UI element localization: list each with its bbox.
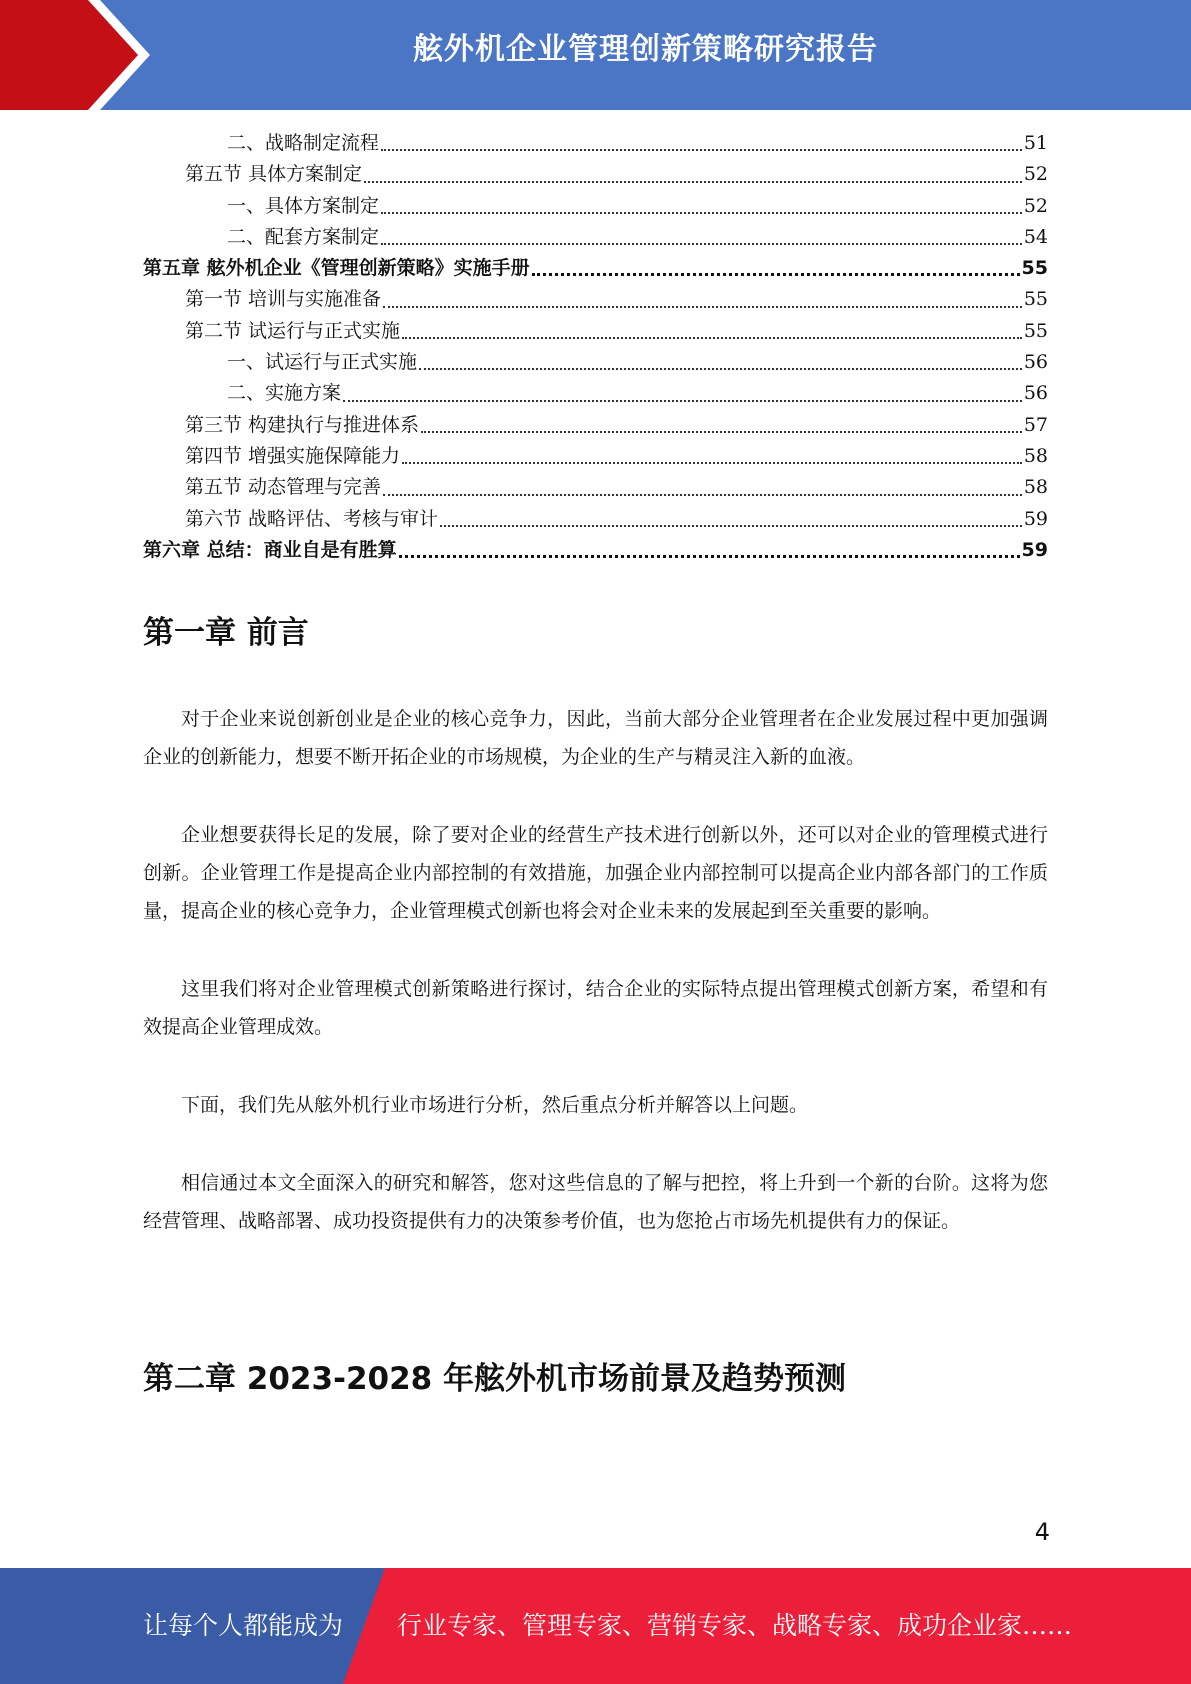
toc-entry-label: 第四节 增强实施保障能力	[185, 444, 401, 467]
toc-entry[interactable]	[143, 222, 1048, 253]
paragraph: 相信通过本文全面深入的研究和解答，您对这些信息的了解与把控，将上升到一个新的台阶。这将为您经营管理、战略部署、成功投资提供有力的决策参考价值，也为您抢占市场先机提供有力的保证。	[143, 1172, 1048, 1232]
chapter-1-body	[143, 700, 1048, 1280]
page-number: 4	[1034, 1518, 1050, 1546]
toc-entry-page: 54	[1023, 225, 1048, 248]
toc-entry[interactable]	[143, 378, 1048, 409]
chapter-1-title: 第一章 前言	[143, 615, 309, 651]
page-footer	[0, 1568, 1191, 1684]
toc-entry-label: 二、配套方案制定	[227, 225, 380, 248]
footer-slogan-right: 行业专家、管理专家、营销专家、战略专家、成功企业家……	[397, 1611, 1073, 1640]
toc-entry-page: 56	[1023, 382, 1048, 405]
toc-entry-page: 59	[1023, 507, 1048, 530]
header-title: 舷外机企业管理创新策略研究报告	[413, 32, 878, 67]
toc-entry[interactable]	[143, 159, 1048, 190]
paragraph: 对于企业来说创新创业是企业的核心竞争力，因此，当前大部分企业管理者在企业发展过程中更加强调企业的创新能力，想要不断开拓企业的市场规模，为企业的生产与精灵注入新的血液。	[143, 708, 1048, 768]
toc-leader-dots	[343, 399, 1022, 402]
chapter-2-title: 第二章 2023-2028 年舷外机市场前景及趋势预测	[143, 1361, 847, 1397]
toc-entry-page: 58	[1023, 444, 1048, 467]
toc-entry-label: 第一节 培训与实施准备	[185, 288, 382, 311]
toc-leader-dots	[532, 272, 1020, 276]
toc-leader-dots	[421, 430, 1022, 433]
toc-entry[interactable]	[143, 128, 1048, 159]
toc-leader-dots	[402, 461, 1022, 464]
toc-entry-label: 第五章 舷外机企业《管理创新策略》实施手册	[143, 257, 530, 280]
toc-leader-dots	[383, 493, 1022, 496]
toc-entry-page: 55	[1023, 319, 1048, 342]
footer-slogan-left: 让每个人都能成为	[143, 1611, 344, 1640]
toc-entry-label: 第六章 总结：商业自是有胜算	[143, 538, 397, 561]
toc-leader-dots	[381, 148, 1022, 151]
toc-entry-page: 51	[1023, 132, 1048, 154]
toc-entry-page: 56	[1023, 351, 1048, 374]
toc-entry-page: 52	[1023, 194, 1048, 217]
toc-entry-page: 55	[1021, 257, 1048, 280]
toc-leader-dots	[383, 305, 1022, 308]
paragraph: 下面，我们先从舷外机行业市场进行分析，然后重点分析并解答以上问题。	[181, 1094, 809, 1116]
toc-leader-dots	[402, 336, 1022, 339]
toc-leader-dots	[364, 180, 1022, 183]
toc-entry[interactable]	[143, 284, 1048, 315]
toc-entry-label: 二、实施方案	[227, 382, 342, 405]
toc-entry[interactable]	[143, 410, 1048, 441]
toc-entry[interactable]	[143, 347, 1048, 378]
toc-entry-label: 第六节 战略评估、考核与审计	[185, 507, 439, 530]
toc-entry[interactable]	[143, 316, 1048, 347]
toc-leader-dots	[381, 211, 1022, 214]
toc-entry-page: 58	[1023, 476, 1048, 499]
toc-entry-label: 第五节 动态管理与完善	[185, 476, 382, 499]
toc-leader-dots	[419, 367, 1022, 370]
toc-entry[interactable]	[143, 191, 1048, 222]
toc-entry-label: 二、战略制定流程	[227, 132, 380, 154]
toc-entry[interactable]	[143, 535, 1048, 566]
page-header	[0, 0, 1191, 110]
toc-entry-page: 55	[1023, 288, 1048, 311]
toc-entry-label: 第五节 具体方案制定	[185, 163, 363, 186]
toc-leader-dots	[381, 242, 1022, 245]
toc-entry[interactable]	[143, 472, 1048, 503]
toc-entry[interactable]	[143, 441, 1048, 472]
toc-entry-page: 57	[1023, 413, 1048, 436]
toc-entry-label: 一、试运行与正式实施	[227, 351, 418, 374]
paragraph: 企业想要获得长足的发展，除了要对企业的经营生产技术进行创新以外，还可以对企业的管理模式进行创新。企业管理工作是提高企业内部控制的有效措施，加强企业内部控制可以提高企业内部各部门的工作质量，提高企业的核心竞争力，企业管理模式创新也将会对企业未来的发展起到至关重要的影响。	[143, 824, 1048, 922]
toc-entry-label: 第三节 构建执行与推进体系	[185, 413, 420, 436]
toc-entry[interactable]	[143, 504, 1048, 535]
toc-entry[interactable]	[143, 253, 1048, 284]
toc-entry-page: 52	[1023, 163, 1048, 186]
table-of-contents	[143, 128, 1048, 566]
paragraph: 这里我们将对企业管理模式创新策略进行探讨，结合企业的实际特点提出管理模式创新方案，希望和有效提高企业管理成效。	[143, 978, 1048, 1038]
toc-leader-dots	[440, 524, 1022, 527]
toc-leader-dots	[399, 554, 1020, 558]
toc-entry-label: 一、具体方案制定	[227, 194, 380, 217]
toc-entry-page: 59	[1021, 538, 1048, 561]
toc-entry-label: 第二节 试运行与正式实施	[185, 319, 401, 342]
